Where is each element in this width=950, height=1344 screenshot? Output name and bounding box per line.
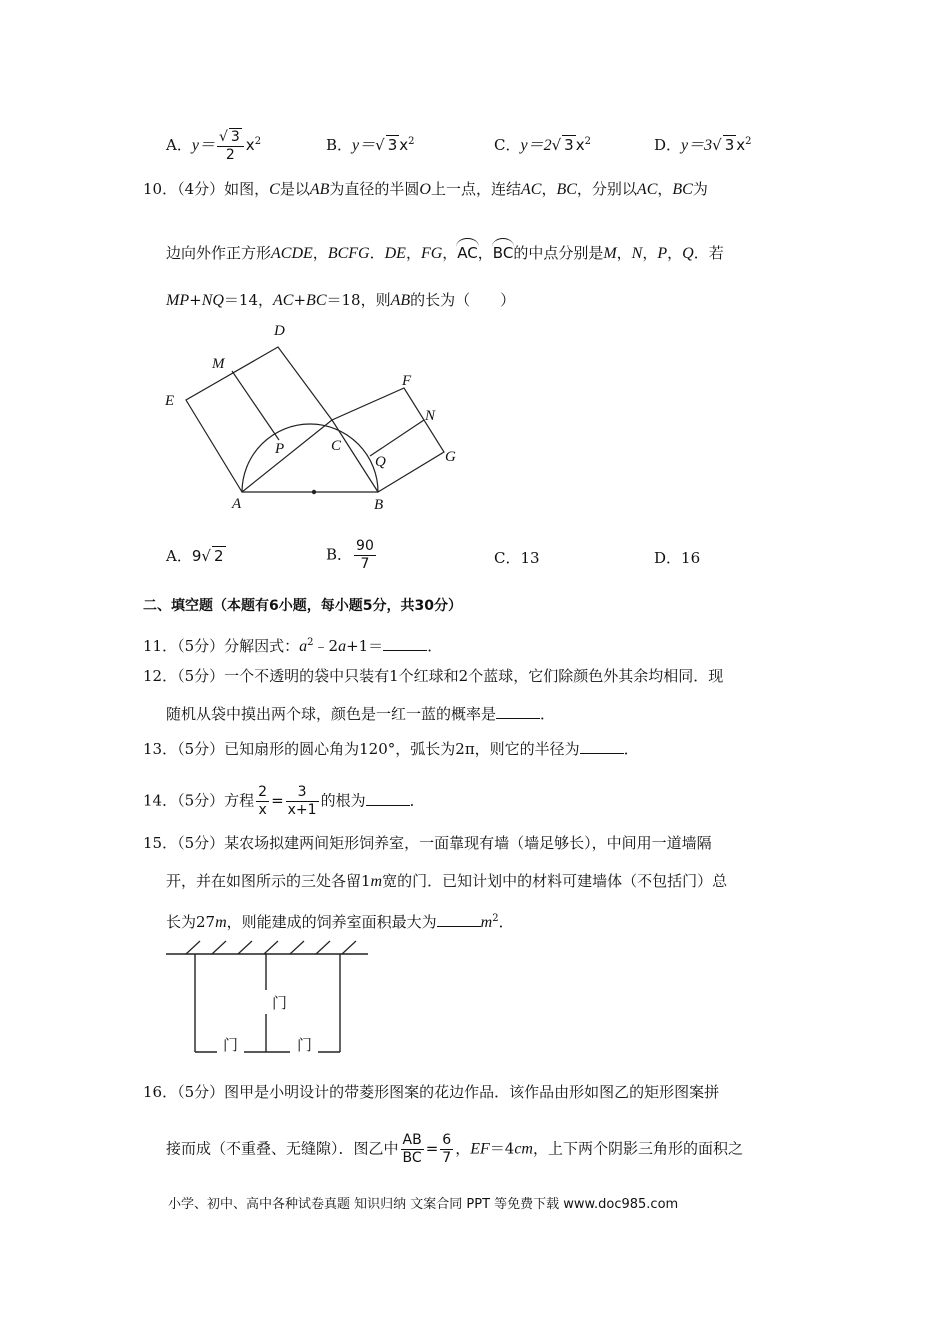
q15-figure [160,936,375,1058]
q10-option-b: B． $\frac{90}{7}$ [326,538,374,572]
q10-option-a: A．9√ 2 [166,547,224,565]
label-b: B [374,497,384,513]
label-c: C [331,438,342,454]
q9-option-d: D．y＝3√ 3 $x^2$ [654,136,752,154]
q10-line-3: MP+NQ＝14，AC+BC＝18，则AB的长为（ ） [166,291,516,309]
label-m: M [212,356,225,372]
q15-answer-blank [437,912,481,927]
q14: 14．（5分）方程 $\frac{2}{x}$ = $\frac{3}{x+1}$ 的根为 ． [143,784,425,818]
q13-answer-blank [580,739,624,754]
door-label-middle: 门 [272,996,288,1012]
label-p: P [275,441,285,457]
label-d: D [274,323,285,339]
q12-line-1: 12．（5分）一个不透明的袋中只装有1个红球和2个蓝球，它们除颜色外其余均相同．现 [143,667,724,685]
q10-line-2: 边向外作正方形ACDE，BCFG．DE，FG，AC，BC的中点分别是M，N，P，Q．若 [166,238,724,265]
door-label-right: 门 [297,1038,313,1054]
q9-option-c: C．y＝2√ 3 $x^2$ [494,136,591,154]
label-f: F [402,373,412,389]
q15-line-1: 15．（5分）某农场拟建两间矩形饲养室，一面靠现有墙（墙足够长），中间用一道墙隔 [143,834,712,852]
q10-option-d: D．16 [654,549,701,567]
label-q: Q [375,454,386,470]
arc-ac: AC [457,238,477,264]
q10-figure [160,315,480,515]
q16-line-1: 16．（5分）图甲是小明设计的带菱形图案的花边作品．该作品由形如图乙的矩形图案拼 [143,1083,720,1101]
q14-answer-blank [366,791,410,806]
q15-line-3: 长为27m，则能建成的饲养室面积最大为 $m^2$． [166,913,514,931]
section-2-title: 二、填空题（本题有6小题，每小题5分，共30分） [143,598,462,614]
door-label-left: 门 [223,1038,239,1054]
q9-option-a: A．y＝ $\frac{√ 3}{2}$ $x^2$ [166,129,262,163]
label-n: N [425,408,436,424]
q11-answer-blank [383,636,427,651]
q12-answer-blank [496,704,540,719]
q11: 11．（5分）分解因式：$a^2﹣2a+1=$ ． [143,637,443,655]
q10-line-1: 10．（4分）如图，C是以AB为直径的半圆O上一点，连结AC，BC，分别以AC，BC为 [143,180,708,198]
q15-line-2: 开，并在如图所示的三处各留1m宽的门．已知计划中的材料可建墙体（不包括门）总 [166,872,728,890]
arc-bc: BC [493,238,514,264]
q12-line-2: 随机从袋中摸出两个球，颜色是一红一蓝的概率是 ． [166,705,556,723]
label-a: A [232,496,242,512]
q9-option-b: B．y＝√ 3 $x^2$ [326,136,415,154]
q16-line-2: 接而成（不重叠、无缝隙）．图乙中 $\frac{AB}{BC}$ = $\frac{6}{7}$ ，EF＝4cm，上下两个阴影三角形的面积之 [166,1132,743,1166]
label-g: G [445,449,456,465]
page-footer: 小学、初中、高中各种试卷真题 知识归纳 文案合同 PPT 等免费下载 www.doc985.com [168,1197,679,1212]
label-e: E [165,393,175,409]
q13: 13．（5分）已知扇形的圆心角为120°，弧长为2π，则它的半径为 ． [143,740,639,758]
q10-option-c: C．13 [494,549,540,567]
